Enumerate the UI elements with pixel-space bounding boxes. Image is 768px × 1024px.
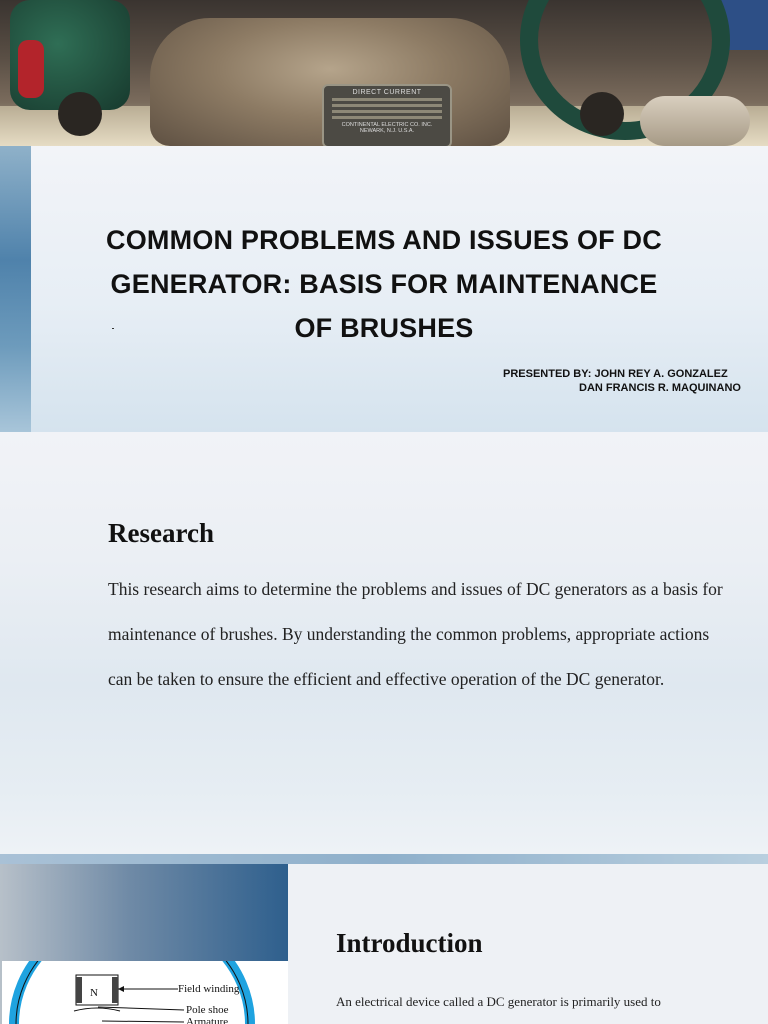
slide-divider [0, 854, 768, 864]
diagram-label-field: Field winding [178, 983, 240, 995]
nameplate-line-1: DIRECT CURRENT [352, 89, 422, 96]
title-slide-sidebar [0, 146, 31, 432]
arrow-field [118, 986, 124, 992]
photo-foot [58, 92, 102, 136]
generator-photo [0, 0, 768, 146]
presented-by: PRESENTED BY: JOHN REY A. GONZALEZ [503, 368, 728, 380]
title-line-2: GENERATOR: BASIS FOR MAINTENANCE [110, 269, 658, 299]
diagram-svg [2, 961, 288, 1024]
diagram-label-n: N [90, 987, 98, 999]
title-line-3: OF BRUSHES [294, 313, 474, 343]
leader-armature [102, 1021, 184, 1022]
photo-roller [640, 96, 750, 146]
introduction-slide [0, 864, 768, 1024]
intro-heading: Introduction [336, 928, 483, 958]
photo-red-cap [18, 40, 44, 98]
photo-nameplate [322, 84, 452, 146]
title-slide [0, 146, 768, 432]
presentation-title [100, 218, 668, 350]
nameplate-grid [332, 98, 442, 120]
intro-body: An electrical device called a DC generator is primarily used to [336, 994, 661, 1009]
nameplate-line-2: CONTINENTAL ELECTRIC CO. INC. [341, 122, 433, 128]
photo-foot [580, 92, 624, 136]
nameplate-line-3: NEWARK, N.J. U.S.A. [359, 128, 415, 134]
stray-dot [112, 328, 114, 329]
presenter-2: DAN FRANCIS R. MAQUINANO [579, 382, 741, 394]
research-heading: Research [108, 518, 214, 548]
dc-generator-diagram [2, 961, 288, 1024]
diagram-winding-right [112, 977, 118, 1003]
research-body: This research aims to determine the problems and issues of DC generators as a basis for maintenance of brushes. By understanding the common problems, appropriate actions can be taken to ensure the efficient and effective operation of the DC generator. [108, 579, 723, 689]
title-line-1: COMMON PROBLEMS AND ISSUES OF DC [106, 225, 662, 255]
diagram-pole-shoe [74, 1008, 120, 1011]
research-slide [0, 432, 768, 854]
diagram-winding-left [76, 977, 82, 1003]
diagram-label-pole: Pole shoe [186, 1004, 229, 1016]
diagram-label-armature: Armature [186, 1016, 229, 1024]
